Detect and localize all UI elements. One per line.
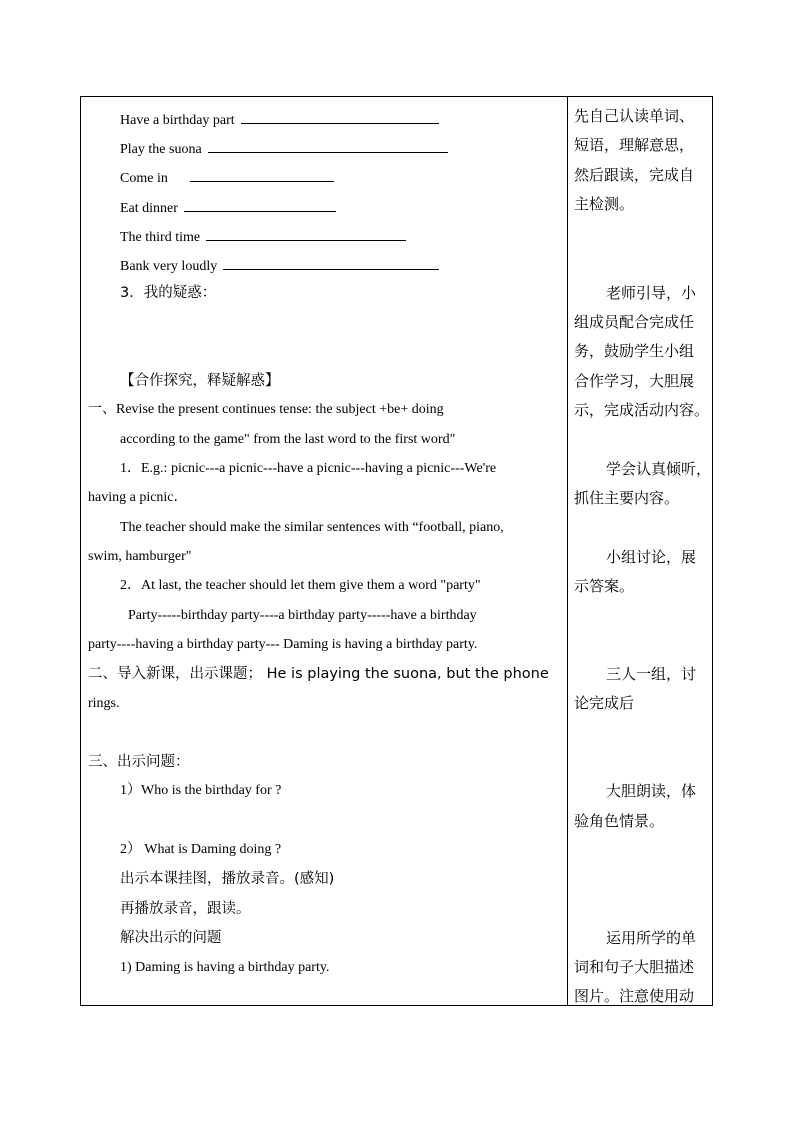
right-note-line: 图片。注意使用动: [574, 987, 695, 1005]
right-note-line: 小组讨论，展: [606, 548, 697, 566]
right-note-line: 示，完成活动内容。: [574, 401, 710, 419]
right-note-line: 老师引导，小: [606, 284, 697, 302]
teacher-note: The teacher should make the similar sentences with “football, piano,: [120, 520, 504, 535]
vocab-item: Bank very loudly: [120, 255, 439, 276]
answer-line: 1) Daming is having a birthday party.: [120, 960, 330, 975]
right-note-line: 合作学习，大胆展: [574, 372, 695, 390]
vocab-item: The third time: [120, 226, 406, 247]
answer-blank: [223, 255, 439, 270]
right-note-line: 论完成后: [574, 694, 635, 712]
right-note-line: 主检测。: [574, 195, 635, 213]
right-note-line: 先自己认读单词、: [574, 107, 695, 125]
teacher-note: swim, hamburger": [88, 549, 192, 564]
example-line: 1．E.g.: picnic---a picnic---have a picnic---having a picnic---We're: [120, 461, 497, 476]
vocab-item: Eat dinner: [120, 197, 336, 218]
column-divider: [567, 96, 568, 1006]
example-line: having a picnic．: [88, 490, 188, 505]
right-note-line: 组成员配合完成任: [574, 313, 695, 331]
question-item: 2） What is Daming doing ?: [120, 842, 282, 857]
activity-line: party----having a birthday party--- Daming is having a birthday party.: [88, 637, 478, 652]
vocab-item: Come in: [120, 167, 334, 188]
right-note-line: 验角色情景。: [574, 812, 665, 830]
section-heading: 【合作探究，释疑解惑】: [120, 373, 280, 389]
vocab-item: Have a birthday part: [120, 109, 439, 130]
section-three-heading: 三、出示问题：: [88, 754, 190, 770]
answer-blank: [241, 109, 439, 124]
section-one-line: 一、Revise the present continues tense: the subject +be+ doing: [88, 402, 444, 417]
instruction-line: 解决出示的问题: [120, 930, 222, 946]
instruction-line: 出示本课挂图，播放录音。(感知): [120, 871, 335, 887]
right-note-line: 示答案。: [574, 577, 635, 595]
section-two-line: 二、导入新课，出示课题； He is playing the suona, but the phone: [88, 666, 549, 682]
right-note-line: 大胆朗读，体: [606, 782, 697, 800]
right-note-line: 三人一组，讨: [606, 665, 697, 683]
section-two-line: rings.: [88, 696, 120, 711]
activity-line: 2．At last, the teacher should let them give them a word "party": [120, 578, 481, 593]
answer-blank: [190, 167, 334, 182]
right-note-line: 务，鼓励学生小组: [574, 342, 695, 360]
answer-blank: [208, 138, 448, 153]
vocab-item: Play the suona: [120, 138, 448, 159]
answer-blank: [206, 226, 406, 241]
question-item: 1）Who is the birthday for ?: [120, 783, 282, 798]
instruction-line: 再播放录音，跟读。: [120, 901, 251, 917]
right-note-line: 词和句子大胆描述: [574, 958, 695, 976]
right-note-line: 然后跟读，完成自: [574, 166, 695, 184]
section-one-line: according to the game" from the last word to the first word": [120, 432, 456, 447]
doubt-heading: 3．我的疑惑：: [120, 285, 217, 301]
right-note-line: 运用所学的单: [606, 929, 697, 947]
answer-blank: [184, 197, 336, 212]
right-note-line: 短语，理解意思，: [574, 136, 695, 154]
right-note-line: 学会认真倾听，: [606, 460, 712, 478]
right-note-line: 抓住主要内容。: [574, 489, 680, 507]
activity-line: Party-----birthday party----a birthday party-----have a birthday: [128, 608, 477, 623]
